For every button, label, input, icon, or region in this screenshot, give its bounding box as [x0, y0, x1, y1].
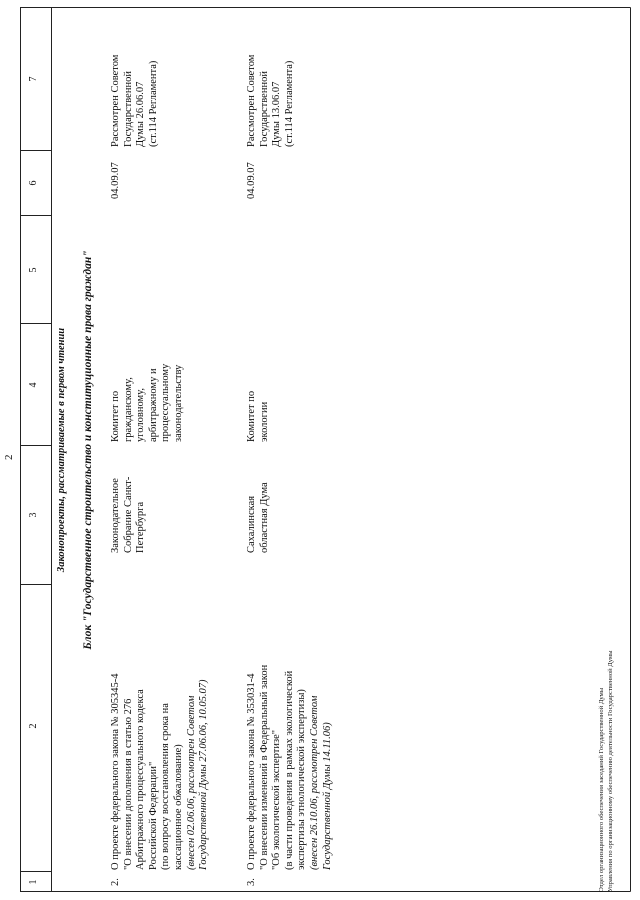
committee-line: Комитет по [110, 390, 121, 442]
bill-title-line: (по вопросу восстановления срока на [160, 703, 172, 870]
bill-author [110, 443, 148, 553]
status-line: Рассмотрен Советом [246, 54, 257, 147]
bill-title-line: О проекте федерального закона № 305345-4 [110, 673, 121, 870]
bill-title-line: "О внесении дополнения в статью 276 [122, 698, 134, 870]
bill-note-line: Государственной Думы 27.06.06, 10.05.07) [198, 679, 210, 870]
status-note [246, 7, 296, 147]
author-line: Законодательное [110, 478, 121, 553]
bill-title-line: (в части проведения в рамках экологической [283, 670, 295, 870]
status-line: Государственной [122, 71, 134, 147]
responsible-committee [110, 322, 186, 442]
committee-line: уголовному, [135, 388, 147, 442]
bill-title-line: экспертизы этнологической экспертизы) [296, 689, 308, 870]
status-line: Думы 13.06.07 [271, 81, 283, 147]
author-line: областная Дума [258, 482, 270, 553]
bill-title-line: Российской Федерации" [147, 761, 159, 870]
col-header-5: 5 [28, 267, 39, 273]
bill-note-line: Государственной Думы 14.11.06) [321, 722, 333, 870]
author-line: Сахалинская [246, 495, 257, 553]
status-line: Государственной [258, 71, 270, 147]
author-line: Петербурга [135, 501, 147, 553]
committee-line: арбитражному и [147, 368, 159, 442]
status-note [110, 7, 160, 147]
col-header-3: 3 [28, 512, 39, 518]
bill-author [246, 443, 271, 553]
footer-line: Управления по организационному обеспечению деятельности Государственной Думы [606, 650, 614, 892]
author-line: Собрание Санкт- [122, 476, 134, 553]
status-line: Рассмотрен Советом [110, 54, 121, 147]
status-line: (ст.114 Регламента) [147, 60, 159, 147]
committee-line: гражданскому, [122, 377, 134, 442]
bill-title-line: Арбитражного процессуального кодекса [135, 689, 147, 870]
committee-line: процессуальному [160, 363, 172, 442]
bill-title [246, 580, 334, 870]
committee-line: экологии [258, 401, 270, 442]
section-heading: Законопроекты, рассматриваемые в первом чтении [56, 327, 67, 573]
row-number: 3. [246, 878, 257, 886]
consideration-date: 04.09.07 [246, 162, 257, 199]
bill-note-line: (внесен 02.06.06, рассмотрен Советом [185, 695, 197, 870]
committee-line: законодательству [172, 364, 184, 442]
bill-title-line: "О внесении изменений в Федеральный закон [258, 664, 270, 870]
footer [598, 472, 615, 892]
col-header-7: 7 [28, 76, 39, 82]
committee-line: Комитет по [246, 390, 257, 442]
consideration-date: 04.09.07 [110, 162, 121, 199]
responsible-committee [246, 322, 271, 442]
row-number: 2. [110, 878, 121, 886]
col-header-2: 2 [28, 723, 39, 729]
bill-title-line: О проекте федерального закона № 353031-4 [246, 673, 257, 870]
bill-title [110, 580, 211, 870]
status-line: Думы 26.06.07 [135, 81, 147, 147]
bill-title-line: "Об экологической экспертизе" [271, 729, 283, 870]
block-heading: Блок "Государственное строительство и конституционные права граждан" [82, 250, 94, 650]
bill-title-line: кассационное обжалование) [172, 744, 184, 870]
col-header-6: 6 [28, 180, 39, 186]
footer-line: Отдел организационного обеспечения заседаний Государственной Думы [598, 687, 605, 892]
status-line: (ст.114 Регламента) [283, 60, 295, 147]
col-header-4: 4 [28, 382, 39, 388]
bill-note-line: (внесен 26.10.06, рассмотрен Советом [308, 695, 320, 870]
page-number: 2 [3, 454, 15, 460]
col-header-1: 1 [28, 879, 39, 885]
